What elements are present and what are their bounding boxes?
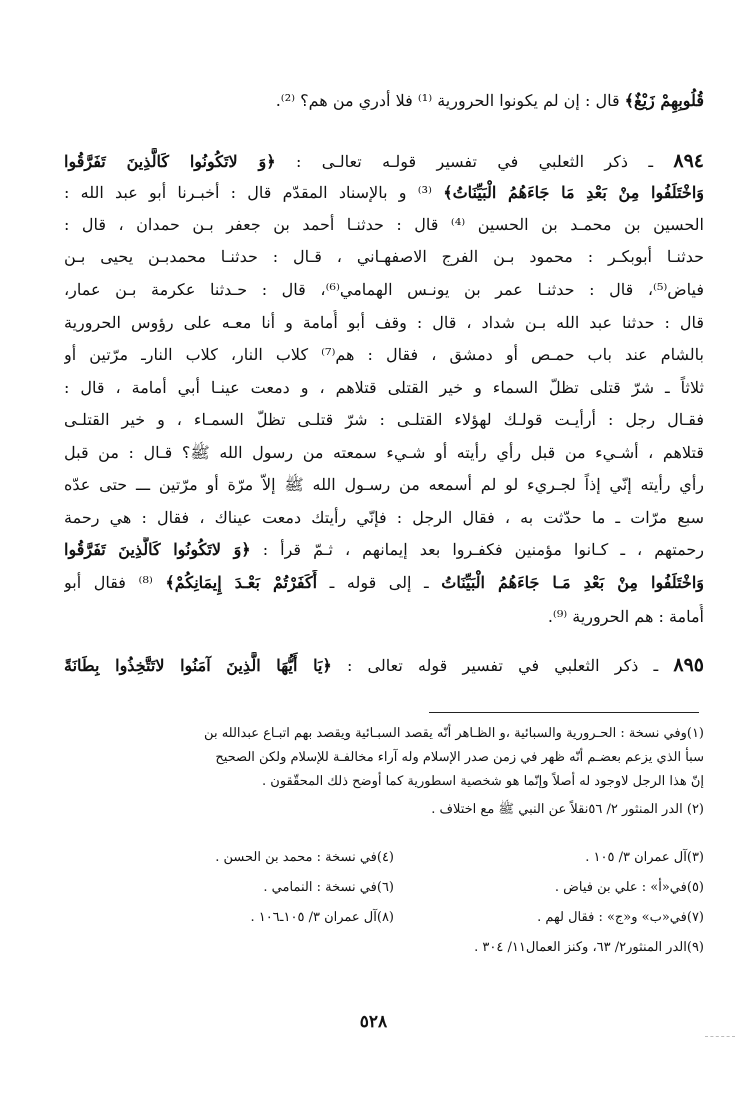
text-line-15: [64, 570, 704, 596]
text-line-3: [64, 180, 704, 206]
footnote-9: (٩)الدر المنثور٢/ ٦٣، وكنز العمال١١/ ٣٠٤ .: [474, 940, 704, 955]
footnote-1-cont: سبأ الذي يزعم بعضـم أنّه ظهر في زمن صدر الإسلام وله آراء مخالفـة للإسلام ولكن الصحيح: [215, 750, 704, 765]
footnote-row-3-4: [64, 846, 704, 870]
text-line-5: حدثنـا أبوبكـر : محمود بـن الفرج الاصفهـاني ، قـال : حدثنـا محمدبـن يحيى بـن: [64, 247, 704, 266]
text-line-1: [64, 88, 704, 114]
entry-number: ٨٩٥: [673, 654, 704, 676]
quran-verse: وَاخْتَلَفُوا مِنْ بَعْدِ مَا جَاءَهُمُ الْبَيِّنَاتُ﴾: [443, 183, 704, 202]
line-text: قال : إن لم يكونوا الحرورية ⁽¹⁾ فلا أدري من هم؟ ⁽²⁾.: [275, 91, 625, 110]
quran-verse: أَكَفَرْتُمْ بَعْـدَ إِيمَانِكُمْ﴾: [165, 573, 318, 592]
footnote-row-7-8: [64, 906, 704, 930]
text-line-7: قال : حدثنا عبد الله بـن شداد ، قال : وقف أبو أُمامة و أنا معـه على رؤوس الحرورية: [64, 313, 704, 332]
text-line-17: [64, 652, 704, 679]
text-line-4: الحسين بن محمـد بن الحسين ⁽⁴⁾ قال : حدثنـا أحمد بن جعفر بـن حمدان ، قال :: [64, 215, 704, 234]
footnote-row-5-6: [64, 876, 704, 900]
text-line-14: [64, 537, 704, 563]
page-number: ٥٢٨: [359, 1012, 388, 1032]
footnote-4: (٤)في نسخة : محمد بن الحسن .: [215, 850, 394, 865]
footnote-6: (٦)في نسخة : النمامي .: [263, 880, 394, 895]
text-line-9: ثلاثاً ـ شرّ قتلى تظلّ السماء و خير القتلى قتلاهم ، و دمعت عينـا أبي أمامة ، قال :: [64, 378, 704, 397]
footnote-separator: [429, 712, 699, 713]
quran-verse: ﴿يَا أَيُّهَا الَّذِينَ آمَنُوا لاتَتَّخِذُوا بِطَانَةً: [64, 656, 332, 675]
quran-verse: قُلُوبِهِمْ زَيْغٌ﴾: [624, 91, 704, 110]
quran-verse: وَاخْتَلَفُوا مِنْ بَعْدِ مَـا جَاءَهُمُ الْبَيِّنَاتُ: [441, 573, 704, 592]
scan-mark: [705, 1036, 735, 1037]
line-text: ـ ذكر الثعلبي في تفسير قولـه تعالـى :: [275, 152, 674, 171]
footnote-8: (٨)آل عمران ٣/ ١٠٥ـ١٠٦ .: [250, 910, 394, 925]
footnote-7: (٧)في«ب» و«ج» : فقال لهم .: [537, 910, 704, 925]
footnote-5: (٥)في«أ» : علي بن فياض .: [554, 880, 704, 895]
text-line-8: بالشام عند باب حمـص أو دمشق ، فقال : هم⁽⁷⁾ كلاب النار، كلاب النارـ مرّتين أو: [64, 345, 704, 364]
text-line-10: فقـال رجل : أرأيـت قولـك لهؤلاء القتلـى : شرّ قتلـى تظلّ السمـاء ، و خير القتلـى: [64, 410, 704, 429]
line-text: ـ إلى قوله ـ: [317, 573, 442, 592]
line-text: ـ ذكر الثعلبي في تفسير قوله تعالى :: [331, 656, 674, 675]
quran-verse: ﴿وَ لاتَكُونُوا كَالَّذِينَ تَفَرَّقُوا: [64, 540, 251, 559]
text-line-12: رأي رأيته إنّي إذاً لجـريء لو لم أسمعه من رسـول الله ﷺ إلاّ مرّة أو مرّتين ـــ حتى عدّه: [64, 475, 704, 494]
quran-verse: ﴿وَ لاتَكُونُوا كَالَّذِينَ تَفَرَّقُوا: [64, 152, 276, 171]
line-text: ⁽⁸⁾ فقال أبو: [64, 573, 166, 592]
line-text: ⁽³⁾ و بالإسناد المقدّم قال : أخبـرنا أبو عبد الله :: [64, 183, 444, 202]
line-text: رحمتهم ، ـ كـانوا مؤمنين فكفـروا بعد إيمانهم ، ثـمّ قرأ :: [250, 540, 704, 559]
footnote-2: (٢) الدر المنثور ٢/ ٥٦نقلاً عن النبي ﷺ مع اختلاف .: [431, 802, 704, 817]
footnote-1-cont: إنّ هذا الرجل لاوجود له أصلاً وإنّما هو شخصية اسطورية كما أوضح ذلك المحقّقون .: [262, 774, 704, 789]
footnote-1: (١)وفي نسخة : الحـرورية والسبائية ،و الظـاهر أنّه يقصد السبـائية ويقصد بهم اتبـاع عبدالله بن: [204, 726, 704, 741]
text-line-16: أُمامة : هم الحرورية ⁽⁹⁾.: [547, 607, 704, 626]
text-line-13: سبع مرّات ـ ما حدّثت به ، فقال الرجل : فإنّي رأيتك دمعت عيناك ، فقال : هي رحمة: [64, 508, 704, 527]
text-line-11: قتلاهم ، أشـيء من قبل رأي رأيته أو شـيء سمعته من رسول الله ﷺ؟ قـال : من قبل: [64, 443, 704, 462]
footnote-3: (٣)آل عمران ٣/ ١٠٥ .: [585, 850, 704, 865]
entry-number: ٨٩٤: [673, 150, 704, 172]
text-line-2: [64, 148, 704, 175]
text-line-6: فياض⁽⁵⁾، قال : حدثنـا عمر بن يونـس الهمامي⁽⁶⁾، قال : حـدثنا عكرمة بـن عمار،: [64, 280, 704, 299]
